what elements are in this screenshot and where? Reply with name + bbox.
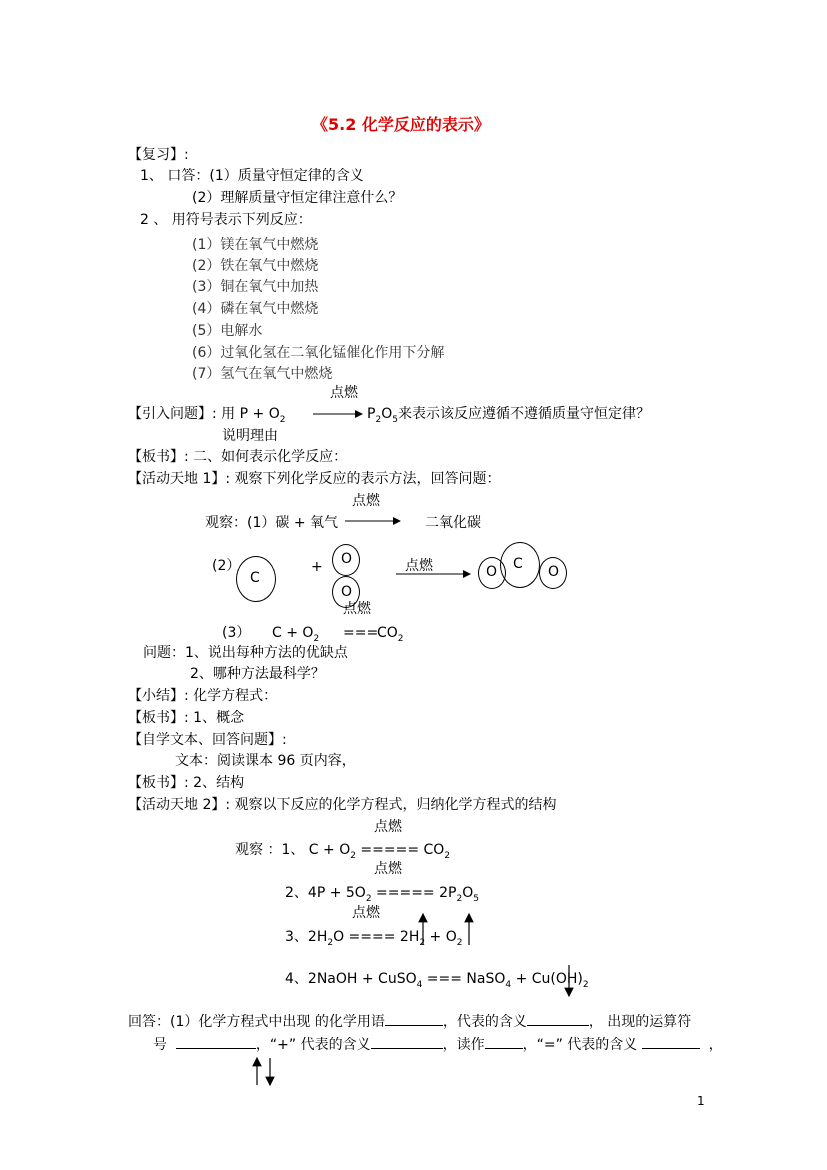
activity1-question-2: 2、哪种方法最科学？ [190, 666, 325, 682]
co2-oxygen-right-label: O [548, 564, 560, 580]
carbon-atom-label: C [250, 570, 260, 586]
intro-prefix: 【引入问题】: 用 $P + O_2$ [128, 406, 286, 425]
review-q1: 1、 口答：(1）质量守恒定律的含义 [140, 168, 364, 184]
eq3-condition: 点燃 [352, 905, 380, 921]
oxygen-atom-top-label: O [341, 551, 353, 567]
answer-line-1: 回答：(1）化学方程式中出现 的化学用语 ，代表的含义 ， 出现的运算符 [128, 1014, 692, 1030]
page-number: 1 [697, 1094, 705, 1108]
obs2-label: (2） [212, 558, 241, 574]
co2-carbon-label: C [513, 556, 523, 572]
review-q1b: (2）理解质量守恒定律注意什么？ [192, 190, 403, 206]
review-item-3: (3）铜在氧气中加热 [192, 279, 319, 295]
eq2-condition: 点燃 [374, 861, 402, 877]
text-read: 文本：阅读课本 96 页内容， [175, 753, 356, 769]
obs3-label: (3） [222, 625, 251, 641]
review-item-1: (1）镁在氧气中燃烧 [192, 237, 319, 253]
activity1-condition-1: 点燃 [352, 493, 380, 509]
intro-reason: 说明理由 [222, 428, 278, 444]
self-study: 【自学文本、回答问题】: [128, 732, 287, 748]
summary: 【小结】: 化学方程式： [128, 688, 278, 704]
obs1-right: 二氧化碳 [425, 515, 481, 531]
eq2: 2、$4P + 5O_2$ ===== $2P_2O_5$ [285, 885, 479, 904]
co2-oxygen-left-label: O [486, 564, 498, 580]
review-item-4: (4）磷在氧气中燃烧 [192, 301, 319, 317]
intro-condition: 点燃 [330, 385, 358, 401]
eq3: 3、$2H_2O$ ==== $2H_2 + O_2$ [285, 929, 463, 948]
activity1-question: 问题：1、说出每种方法的优缺点 [143, 645, 348, 661]
board-1: 【板书】: 二、如何表示化学反应： [128, 449, 348, 465]
intro-product: $P_2O_5$来表示该反应遵循不遵循质量守恒定律？ [367, 406, 650, 425]
activity1-condition-3: 点燃 [343, 601, 371, 617]
eq1-condition: 点燃 [374, 819, 402, 835]
review-heading: 【复习】: [128, 147, 189, 163]
obs3-eqsign: === [343, 625, 379, 641]
review-item-2: (2）铁在氧气中燃烧 [192, 258, 319, 274]
obs3-product: $CO_2$ [377, 625, 404, 644]
eq1: 观察 ：1、 $C + O_2$ ===== $CO_2$ [235, 842, 451, 861]
obs1-left: 观察：(1）碳 + 氧气 [205, 515, 338, 531]
obs3-equation: $C + O_2$ [272, 625, 320, 644]
activity2-heading: 【活动天地 2】: 观察以下反应的化学方程式，归纳化学方程式的结构 [128, 797, 557, 813]
board-3: 【板书】: 2、结构 [128, 775, 245, 791]
plus-sign: + [311, 559, 323, 575]
page-title: 《5.2 化学反应的表示》 [312, 115, 490, 134]
answer-line-2: 号 ，“+” 代表的含义 ，读作 ，“=” 代表的含义 ， [153, 1037, 723, 1053]
eq4: 4、2NaOH + CuSO$_4$ === NaSO$_4$ + $Cu(OH)_2$ [285, 971, 589, 990]
review-item-5: (5）电解水 [192, 323, 263, 339]
review-item-7: (7）氢气在氧气中燃烧 [192, 366, 333, 382]
activity1-heading: 【活动天地 1】: 观察下列化学反应的表示方法，回答问题： [128, 471, 501, 487]
board-2: 【板书】: 1、概念 [128, 710, 245, 726]
oxygen-atom-bottom-label: O [341, 584, 353, 600]
activity1-condition-2: 点燃 [405, 558, 433, 574]
review-item-6: (6）过氧化氢在二氧化锰催化作用下分解 [192, 345, 445, 361]
review-q2: 2 、 用符号表示下列反应： [140, 212, 312, 228]
